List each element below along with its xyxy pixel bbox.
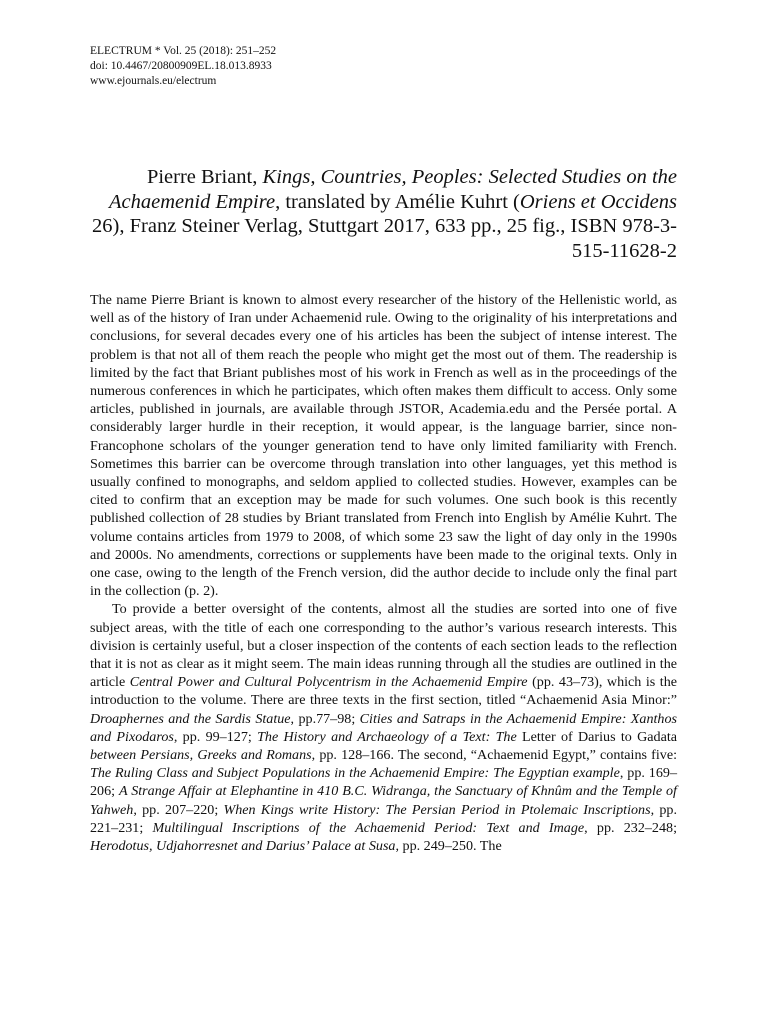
title-series: Oriens et Occidens (519, 190, 677, 213)
paragraph-1: The name Pierre Briant is known to almost every researcher of the history of the Hellenistic world, as well as of the history of Iran under Achaemenid rule. Owing to the originality of his interpretations and conclusions, for several decades every one of his articles has been the subject of intense interest. The problem is that not all of them reach the people who might get the most out of them. The readership is limited by the fact that Briant publishes most of his work in French as well as in the proceedings of the numerous conferences in which he participates, which often makes them difficult to access. Only some articles, published in journals, are available through JSTOR, Academia.edu and the Persée portal. A considerably larger hurdle in their reception, it would appear, is the language barrier, since non-Francophone scholars of the younger generation tend to have only limited familiarity with French. Sometimes this barrier can be overcome through translation into other languages, yet this method is usually confined to monographs, and seldom applied to collected studies. However, examples can be cited to confirm that an exception may be made for such volumes. One such book is this recently published collection of 28 studies by Briant translated from French into English by Amélie Kuhrt. The volume contains articles from 1979 to 2008, of which some 23 saw the light of day only in the 1990s and 2000s. No amendments, corrections or supplements have been made to the original texts. Only in one case, owing to the length of the French version, did the author decide to include only the final part in the collection (p. 2). (90, 292, 677, 600)
journal-header (90, 44, 276, 89)
review-body (90, 291, 677, 855)
title-author: Pierre Briant, (146, 166, 263, 188)
paragraph-2: To provide a better oversight of the contents, almost all the studies are sorted into one of five subject areas, with the title of each one corresponding to the author’s various research interests. This division is certainly useful, but a closer inspection of the contents of each section leads to the reflection that it is not as clear as it might seem. The main ideas running through all the studies are outlined in the article Central Power and Cultural Polycentrism in the Achaemenid Empire (pp. 43–73), which is the introduction to the volume. There are three texts in the first section, titled “Achaemenid Asia Minor:” Droaphernes and the Sardis Statue, pp.77–98; Cities and Satraps in the Achaemenid Empire: Xanthos and Pixodaros, pp. 99–127; The History and Archaeology of a Text: The Letter of Darius to Gadata between Persians, Greeks and Romans, pp. 128–166. The second, “Achaemenid Egypt,” contains five: The Ruling Class and Subject Populations in the Achaemenid Empire: The Egyptian example, pp. 169–206; A Strange Affair at Elephantine in 410 B.C. Widranga, the Sanctuary of Khnûm and the Temple of Yahweh, pp. 207–220; When Kings write History: The Persian Period in Ptolemaic Inscriptions, pp. 221–231; Multilingual Inscriptions of the Achaemenid Period: Text and Image, pp. 232–248; Herodotus, Udjahorresnet and Darius’ Palace at Susa, pp. 249–250. The (90, 601, 677, 855)
title-publication: 26), Franz Steiner Verlag, Stuttgart 2017, 633 pp., 25 fig., ISBN 978-3-515-11628-2 (92, 215, 677, 262)
title-book: Kings, Countries, Peoples: Selected Studies on the Achaemenid Empire (109, 166, 677, 213)
title-translator: , translated by Amélie Kuhrt ( (275, 190, 520, 213)
journal-url: www.ejournals.eu/electrum (90, 75, 217, 87)
journal-citation: ELECTRUM * Vol. 25 (2018): 251–252 (90, 45, 277, 57)
review-title (90, 165, 677, 263)
doi-line: doi: 10.4467/20800909EL.18.013.8933 (90, 60, 272, 72)
